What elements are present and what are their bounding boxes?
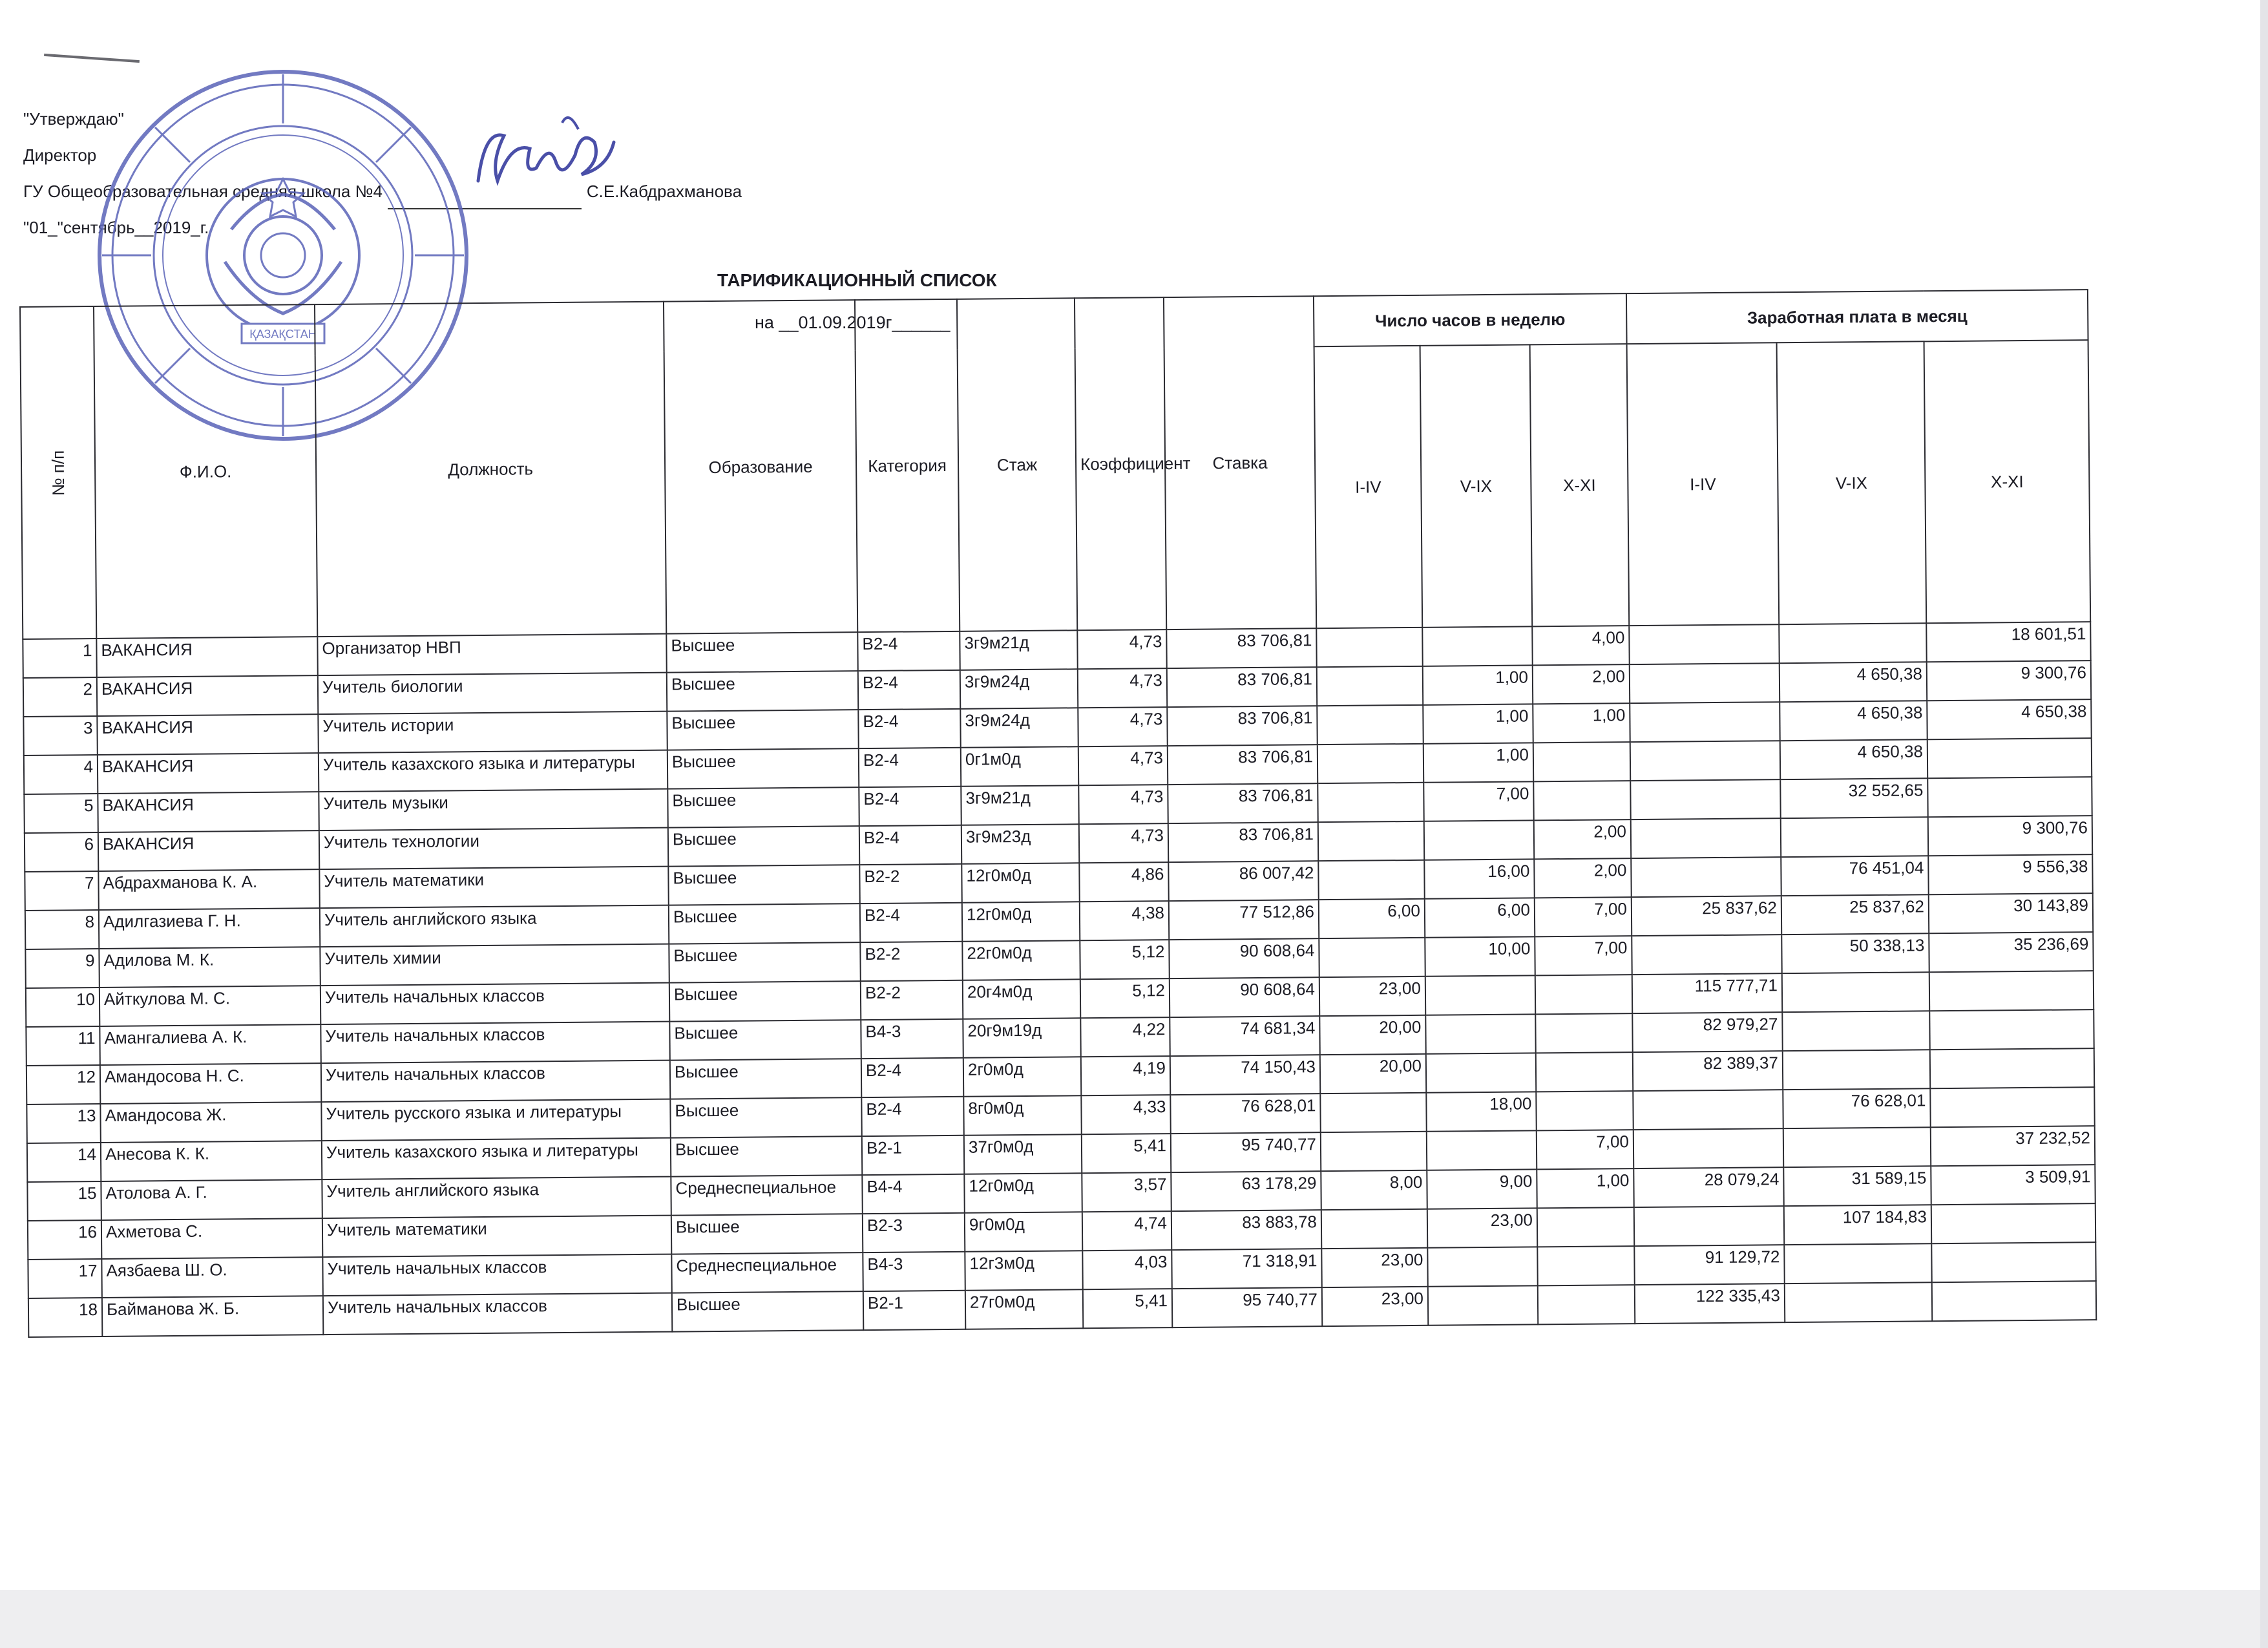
- cell-s1: 28 079,24: [1633, 1167, 1783, 1207]
- cell-h1: 23,00: [1319, 977, 1425, 1016]
- cell-name: ВАКАНСИЯ: [97, 714, 318, 755]
- cell-experience: 22г0м0д: [962, 940, 1080, 980]
- cell-s2: [1782, 1011, 1929, 1051]
- cell-h3: [1535, 1013, 1632, 1053]
- cell-position: Учитель казахского языка и литературы: [322, 1138, 671, 1180]
- cell-h1: 20,00: [1320, 1054, 1426, 1093]
- cell-position: Учитель истории: [318, 712, 667, 754]
- approval-heading: "Утверждаю": [23, 109, 124, 129]
- handwritten-signature-icon: [465, 103, 620, 207]
- cell-s3: [1927, 738, 2092, 778]
- cell-experience: 0г1м0д: [961, 746, 1078, 787]
- cell-position: Учитель математики: [322, 1216, 671, 1258]
- scan-bottom-margin: [0, 1590, 2268, 1648]
- cell-num: 14: [27, 1143, 101, 1182]
- cell-name: Ахметова С.: [101, 1218, 322, 1259]
- cell-category: В2-3: [863, 1213, 965, 1252]
- cell-h2: [1425, 975, 1535, 1015]
- cell-name: ВАКАНСИЯ: [98, 830, 319, 871]
- cell-rate: 71 318,91: [1171, 1249, 1321, 1289]
- cell-category: В2-4: [857, 631, 960, 671]
- cell-name: Адилова М. К.: [99, 947, 320, 988]
- cell-h2: [1427, 1247, 1537, 1286]
- cell-coefficient: 4,73: [1078, 785, 1168, 824]
- cell-name: ВАКАНСИЯ: [97, 675, 318, 716]
- approval-organization: ГУ Общеобразовательная средняя школа №4: [23, 182, 383, 201]
- cell-coefficient: 4,33: [1081, 1095, 1170, 1134]
- cell-s3: [1929, 1009, 2094, 1050]
- cell-s3: [1930, 1087, 2095, 1127]
- cell-rate: 83 706,81: [1167, 667, 1317, 707]
- cell-coefficient: 4,73: [1078, 746, 1168, 785]
- cell-h3: [1537, 1246, 1634, 1285]
- cell-coefficient: 4,73: [1079, 823, 1168, 863]
- cell-coefficient: 3,57: [1082, 1172, 1171, 1212]
- cell-rate: 74 150,43: [1170, 1055, 1320, 1095]
- cell-num: 16: [28, 1220, 101, 1260]
- cell-h2: [1424, 820, 1534, 860]
- cell-s3: 3 509,91: [1931, 1165, 2095, 1205]
- cell-s2: 4 650,38: [1780, 662, 1927, 702]
- cell-s3: [1930, 1048, 2095, 1088]
- cell-h1: 8,00: [1321, 1170, 1427, 1210]
- cell-s1: 82 979,27: [1632, 1012, 1782, 1052]
- cell-coefficient: 4,22: [1080, 1017, 1170, 1057]
- cell-rate: 86 007,42: [1168, 861, 1318, 901]
- cell-category: В2-4: [859, 748, 961, 787]
- cell-experience: 12г0м0д: [962, 902, 1080, 942]
- cell-h3: [1533, 742, 1630, 781]
- cell-num: 11: [26, 1026, 100, 1066]
- cell-experience: 3г9м21д: [960, 630, 1077, 670]
- cell-h2: 23,00: [1427, 1208, 1537, 1247]
- cell-coefficient: 4,73: [1078, 668, 1167, 708]
- cell-category: В2-2: [859, 864, 961, 903]
- cell-coefficient: 4,73: [1077, 629, 1166, 669]
- cell-h2: 7,00: [1423, 781, 1533, 821]
- cell-num: 6: [25, 832, 98, 872]
- cell-s1: [1629, 624, 1779, 664]
- cell-h2: [1422, 626, 1532, 666]
- cell-s3: 9 300,76: [1928, 816, 2093, 856]
- cell-education: Высшее: [667, 787, 859, 827]
- group-header-hours: Число часов в неделю: [1314, 293, 1627, 346]
- cell-s3: [1931, 1242, 2096, 1282]
- cell-rate: 90 608,64: [1169, 938, 1319, 978]
- cell-s3: 37 232,52: [1931, 1126, 2095, 1166]
- cell-experience: 27г0м0д: [965, 1289, 1083, 1329]
- cell-h2: [1425, 1014, 1535, 1053]
- cell-education: Высшее: [669, 942, 860, 982]
- cell-h3: 7,00: [1535, 897, 1632, 936]
- cell-num: 15: [27, 1181, 101, 1221]
- cell-position: Учитель начальных классов: [320, 1022, 669, 1064]
- cell-coefficient: 4,03: [1082, 1250, 1171, 1289]
- cell-education: Высшее: [669, 1020, 861, 1060]
- cell-position: Учитель химии: [320, 944, 669, 986]
- cell-position: Организатор НВП: [317, 634, 666, 676]
- cell-category: В2-4: [861, 1058, 963, 1097]
- cell-h2: 16,00: [1424, 859, 1534, 898]
- cell-h1: [1320, 1093, 1426, 1132]
- cell-category: В2-4: [859, 787, 961, 826]
- cell-h1: [1317, 666, 1423, 706]
- cell-s2: 4 650,38: [1780, 701, 1927, 741]
- cell-s1: [1631, 818, 1781, 858]
- cell-category: В4-3: [861, 1019, 963, 1059]
- cell-position: Учитель музыки: [319, 789, 667, 831]
- cell-name: ВАКАНСИЯ: [98, 792, 319, 832]
- cell-education: Высшее: [671, 1214, 863, 1254]
- cell-coefficient: 4,38: [1080, 901, 1169, 940]
- cell-rate: 83 883,78: [1171, 1210, 1321, 1250]
- cell-category: В2-4: [859, 825, 961, 865]
- cell-s2: [1781, 817, 1928, 857]
- cell-h1: 20,00: [1319, 1015, 1425, 1055]
- cell-h3: 2,00: [1533, 664, 1630, 704]
- group-header-salary: Заработная плата в месяц: [1626, 290, 2088, 344]
- cell-h2: 1,00: [1423, 704, 1533, 743]
- column-header-name: Ф.И.О.: [94, 304, 317, 639]
- cell-position: Учитель начальных классов: [320, 983, 669, 1025]
- cell-s1: [1634, 1206, 1784, 1246]
- cell-h3: 7,00: [1537, 1130, 1633, 1169]
- column-header-salary-v-ix: V-IX: [1777, 341, 1927, 624]
- cell-s1: 122 335,43: [1635, 1284, 1785, 1324]
- cell-coefficient: 4,73: [1078, 707, 1167, 746]
- cell-num: 3: [23, 716, 97, 755]
- cell-s2: 107 184,83: [1784, 1205, 1931, 1245]
- cell-coefficient: 4,74: [1082, 1211, 1171, 1251]
- cell-h3: [1537, 1207, 1634, 1247]
- cell-s1: 91 129,72: [1634, 1245, 1784, 1285]
- cell-rate: 76 628,01: [1170, 1093, 1320, 1134]
- cell-s3: 9 556,38: [1928, 854, 2093, 894]
- cell-rate: 74 681,34: [1170, 1016, 1319, 1056]
- cell-category: В2-1: [862, 1136, 964, 1175]
- cell-h2: 18,00: [1426, 1092, 1536, 1131]
- cell-s1: [1633, 1128, 1783, 1168]
- cell-category: В2-2: [860, 942, 962, 981]
- cell-category: В2-4: [860, 903, 962, 942]
- cell-education: Высшее: [667, 748, 859, 788]
- cell-experience: 2г0м0д: [963, 1057, 1081, 1097]
- cell-rate: 77 512,86: [1169, 900, 1319, 940]
- cell-num: 5: [24, 794, 98, 833]
- cell-name: ВАКАНСИЯ: [98, 753, 319, 794]
- cell-h1: [1321, 1209, 1427, 1249]
- cell-education: Высшее: [667, 671, 858, 711]
- cell-rate: 63 178,29: [1171, 1171, 1321, 1211]
- cell-education: Высшее: [670, 1059, 861, 1099]
- column-header-salary-x-xi: X-XI: [1924, 340, 2091, 623]
- cell-h1: [1319, 938, 1425, 977]
- cell-num: 8: [25, 910, 99, 949]
- cell-position: Учитель английского языка: [320, 905, 669, 947]
- cell-education: Высшее: [669, 981, 861, 1021]
- cell-s1: [1630, 702, 1780, 742]
- cell-position: Учитель русского языка и литературы: [321, 1099, 670, 1141]
- cell-experience: 20г9м19д: [963, 1018, 1080, 1058]
- column-header-experience: Стаж: [957, 298, 1077, 631]
- approval-position: Директор: [23, 145, 97, 165]
- cell-h3: [1536, 1052, 1633, 1092]
- cell-h1: [1318, 783, 1423, 822]
- cell-s2: 4 650,38: [1780, 739, 1927, 779]
- cell-rate: 95 740,77: [1171, 1132, 1321, 1172]
- cell-num: 17: [28, 1259, 101, 1298]
- cell-category: В4-4: [862, 1174, 964, 1214]
- cell-category: В2-1: [863, 1291, 965, 1330]
- cell-h2: 1,00: [1423, 743, 1533, 782]
- column-header-hours-x-xi: X-XI: [1530, 344, 1630, 626]
- cell-name: Амандосова Ж.: [100, 1102, 321, 1143]
- cell-rate: 83 706,81: [1168, 745, 1318, 785]
- column-header-salary-i-iv: I-IV: [1627, 343, 1780, 626]
- cell-coefficient: 4,19: [1081, 1056, 1170, 1095]
- cell-s3: [1932, 1281, 2097, 1321]
- cell-s3: 4 650,38: [1927, 699, 2092, 739]
- cell-category: В2-2: [861, 980, 963, 1020]
- cell-s3: 35 236,69: [1929, 932, 2094, 972]
- cell-rate: 83 706,81: [1168, 783, 1318, 823]
- cell-s1: 25 837,62: [1632, 896, 1781, 936]
- cell-experience: 12г0м0д: [964, 1173, 1082, 1213]
- cell-experience: 8г0м0д: [963, 1095, 1081, 1136]
- cell-coefficient: 5,41: [1082, 1134, 1171, 1173]
- cell-category: В2-4: [858, 709, 960, 748]
- cell-category: В2-4: [858, 670, 960, 710]
- scan-right-shadow: [2260, 0, 2268, 1648]
- cell-s3: 18 601,51: [1926, 622, 2091, 662]
- cell-h3: 2,00: [1534, 858, 1631, 898]
- cell-education: Высшее: [668, 865, 859, 905]
- cell-s1: [1633, 1090, 1783, 1130]
- cell-s3: [1931, 1203, 2096, 1243]
- cell-s1: [1631, 857, 1781, 897]
- cell-s2: [1783, 1050, 1930, 1090]
- cell-h1: 23,00: [1322, 1287, 1428, 1326]
- cell-coefficient: 5,41: [1083, 1289, 1172, 1328]
- cell-experience: 37г0м0д: [964, 1134, 1082, 1174]
- cell-h3: 2,00: [1534, 819, 1631, 859]
- cell-s2: 31 589,15: [1783, 1166, 1931, 1206]
- cell-name: Атолова А. Г.: [101, 1179, 322, 1220]
- cell-s3: [1929, 971, 2094, 1011]
- cell-num: 2: [23, 677, 97, 717]
- cell-s1: [1630, 779, 1780, 819]
- cell-s3: 30 143,89: [1929, 893, 2094, 933]
- cell-h1: [1318, 860, 1424, 900]
- cell-position: Учитель казахского языка и литературы: [319, 750, 667, 792]
- column-header-education: Образование: [664, 300, 857, 633]
- cell-num: 1: [23, 639, 96, 678]
- cell-rate: 90 608,64: [1170, 977, 1319, 1017]
- cell-experience: 3г9м23д: [961, 824, 1079, 864]
- seal-center-label: ҚАЗАҚСТАН: [249, 328, 317, 341]
- cell-s1: [1630, 741, 1780, 781]
- cell-s2: 50 338,13: [1781, 933, 1929, 973]
- cell-rate: 83 706,81: [1167, 706, 1317, 746]
- cell-education: Высшее: [667, 710, 858, 750]
- cell-name: Амангалиева А. К.: [100, 1024, 320, 1065]
- cell-rate: 83 706,81: [1166, 628, 1316, 668]
- cell-name: Адилгазиева Г. Н.: [99, 908, 320, 949]
- cell-rate: 83 706,81: [1168, 822, 1318, 862]
- cell-s2: [1782, 972, 1929, 1012]
- cell-h1: [1316, 628, 1422, 667]
- cell-s1: 82 389,37: [1633, 1051, 1783, 1091]
- cell-position: Учитель начальных классов: [323, 1293, 672, 1335]
- cell-h1: [1317, 705, 1423, 745]
- cell-h1: [1318, 821, 1424, 861]
- cell-num: 18: [28, 1298, 102, 1337]
- cell-h2: [1428, 1285, 1538, 1325]
- cell-coefficient: 5,12: [1080, 940, 1169, 979]
- cell-h3: [1538, 1285, 1635, 1324]
- cell-experience: 3г9м24д: [960, 708, 1078, 748]
- cell-s3: [1927, 777, 2092, 817]
- cell-s1: [1630, 663, 1780, 703]
- column-header-hours-i-iv: I-IV: [1314, 346, 1423, 628]
- cell-h3: [1536, 1091, 1633, 1130]
- cell-experience: 12г0м0д: [961, 863, 1079, 903]
- column-header-rate: Ставка: [1164, 296, 1316, 629]
- column-header-coefficient: Коэффициент: [1075, 297, 1166, 630]
- cell-position: Учитель математики: [319, 867, 668, 909]
- cell-position: Учитель биологии: [318, 673, 667, 715]
- cell-position: Учитель английского языка: [322, 1177, 671, 1219]
- document-title: ТАРИФИКАЦИОННЫЙ СПИСОК: [717, 270, 997, 290]
- cell-name: Анесова К. К.: [101, 1141, 322, 1181]
- cell-h3: [1533, 781, 1630, 820]
- cell-name: Абдрахманова К. А.: [98, 869, 319, 910]
- cell-h2: [1426, 1053, 1536, 1092]
- cell-num: 9: [25, 949, 99, 988]
- cell-h2: 9,00: [1427, 1169, 1537, 1209]
- cell-education: Высшее: [672, 1291, 863, 1331]
- cell-s2: 76 451,04: [1781, 856, 1928, 896]
- cell-experience: 3г9м24д: [960, 669, 1078, 709]
- cell-num: 7: [25, 871, 98, 911]
- cell-category: В4-3: [863, 1252, 965, 1291]
- cell-s1: 115 777,71: [1632, 973, 1782, 1013]
- cell-num: 10: [26, 988, 100, 1027]
- cell-h2: 6,00: [1425, 898, 1535, 937]
- cell-position: Учитель технологии: [319, 828, 668, 870]
- cell-num: 12: [26, 1065, 100, 1104]
- cell-experience: 20г4м0д: [963, 979, 1080, 1019]
- cell-s2: [1779, 623, 1926, 663]
- cell-education: Высшее: [666, 632, 857, 672]
- cell-name: Амандосова Н. С.: [100, 1063, 321, 1104]
- cell-name: Аязбаева Ш. О.: [101, 1257, 322, 1298]
- cell-h3: 1,00: [1533, 703, 1630, 743]
- cell-h2: 1,00: [1423, 665, 1533, 704]
- cell-experience: 9г0м0д: [965, 1212, 1082, 1252]
- cell-education: Среднеспециальное: [671, 1175, 862, 1215]
- cell-rate: 95 740,77: [1172, 1287, 1322, 1327]
- cell-position: Учитель начальных классов: [322, 1254, 671, 1296]
- cell-s1: [1632, 935, 1781, 975]
- cell-position: Учитель начальных классов: [321, 1061, 670, 1103]
- cell-s2: [1783, 1127, 1931, 1167]
- cell-education: Высшее: [669, 903, 860, 944]
- cell-h3: 4,00: [1532, 626, 1629, 665]
- cell-education: Высшее: [670, 1097, 861, 1137]
- cell-coefficient: 5,12: [1080, 978, 1170, 1018]
- cell-name: Байманова Ж. Б.: [102, 1296, 323, 1336]
- cell-h2: 10,00: [1425, 936, 1535, 976]
- cell-s2: [1785, 1282, 1932, 1322]
- cell-education: Среднеспециальное: [671, 1252, 863, 1293]
- cell-num: 13: [26, 1104, 100, 1143]
- cell-category: В2-4: [861, 1097, 963, 1136]
- stray-pen-line: [44, 54, 140, 63]
- cell-h1: 23,00: [1321, 1248, 1427, 1287]
- approval-signer: С.Е.Кабдрахманова: [586, 182, 742, 201]
- cell-h3: [1535, 975, 1632, 1014]
- table-body: [23, 622, 2096, 1337]
- column-header-num: № п/п: [20, 306, 96, 639]
- cell-h3: 7,00: [1535, 936, 1632, 975]
- column-header-category: Категория: [855, 299, 960, 632]
- approval-date: "01_"сентябрь__2019_г.: [23, 218, 209, 237]
- cell-name: Айткулова М. С.: [100, 986, 320, 1026]
- column-header-position: Должность: [315, 302, 666, 637]
- cell-h2: [1427, 1130, 1537, 1170]
- document-date: на __01.09.2019г______: [755, 313, 950, 332]
- column-header-hours-v-ix: V-IX: [1420, 344, 1533, 627]
- cell-h3: 1,00: [1537, 1168, 1633, 1208]
- cell-experience: 12г3м0д: [965, 1251, 1082, 1291]
- cell-h1: [1321, 1132, 1427, 1171]
- cell-name: ВАКАНСИЯ: [96, 637, 317, 677]
- cell-h1: 6,00: [1319, 899, 1425, 938]
- cell-s2: [1784, 1243, 1931, 1284]
- cell-h1: [1318, 744, 1423, 783]
- tariff-table-wrapper: [19, 289, 2095, 1338]
- cell-num: 4: [24, 755, 98, 794]
- tariff-table: [19, 289, 2097, 1338]
- cell-coefficient: 4,86: [1079, 862, 1168, 902]
- cell-s2: 32 552,65: [1780, 778, 1927, 818]
- cell-experience: 3г9м21д: [961, 785, 1078, 825]
- cell-education: Высшее: [671, 1136, 862, 1176]
- cell-s3: 9 300,76: [1927, 660, 2092, 701]
- cell-s2: 76 628,01: [1783, 1088, 1930, 1128]
- cell-education: Высшее: [668, 826, 859, 866]
- cell-s2: 25 837,62: [1781, 894, 1929, 935]
